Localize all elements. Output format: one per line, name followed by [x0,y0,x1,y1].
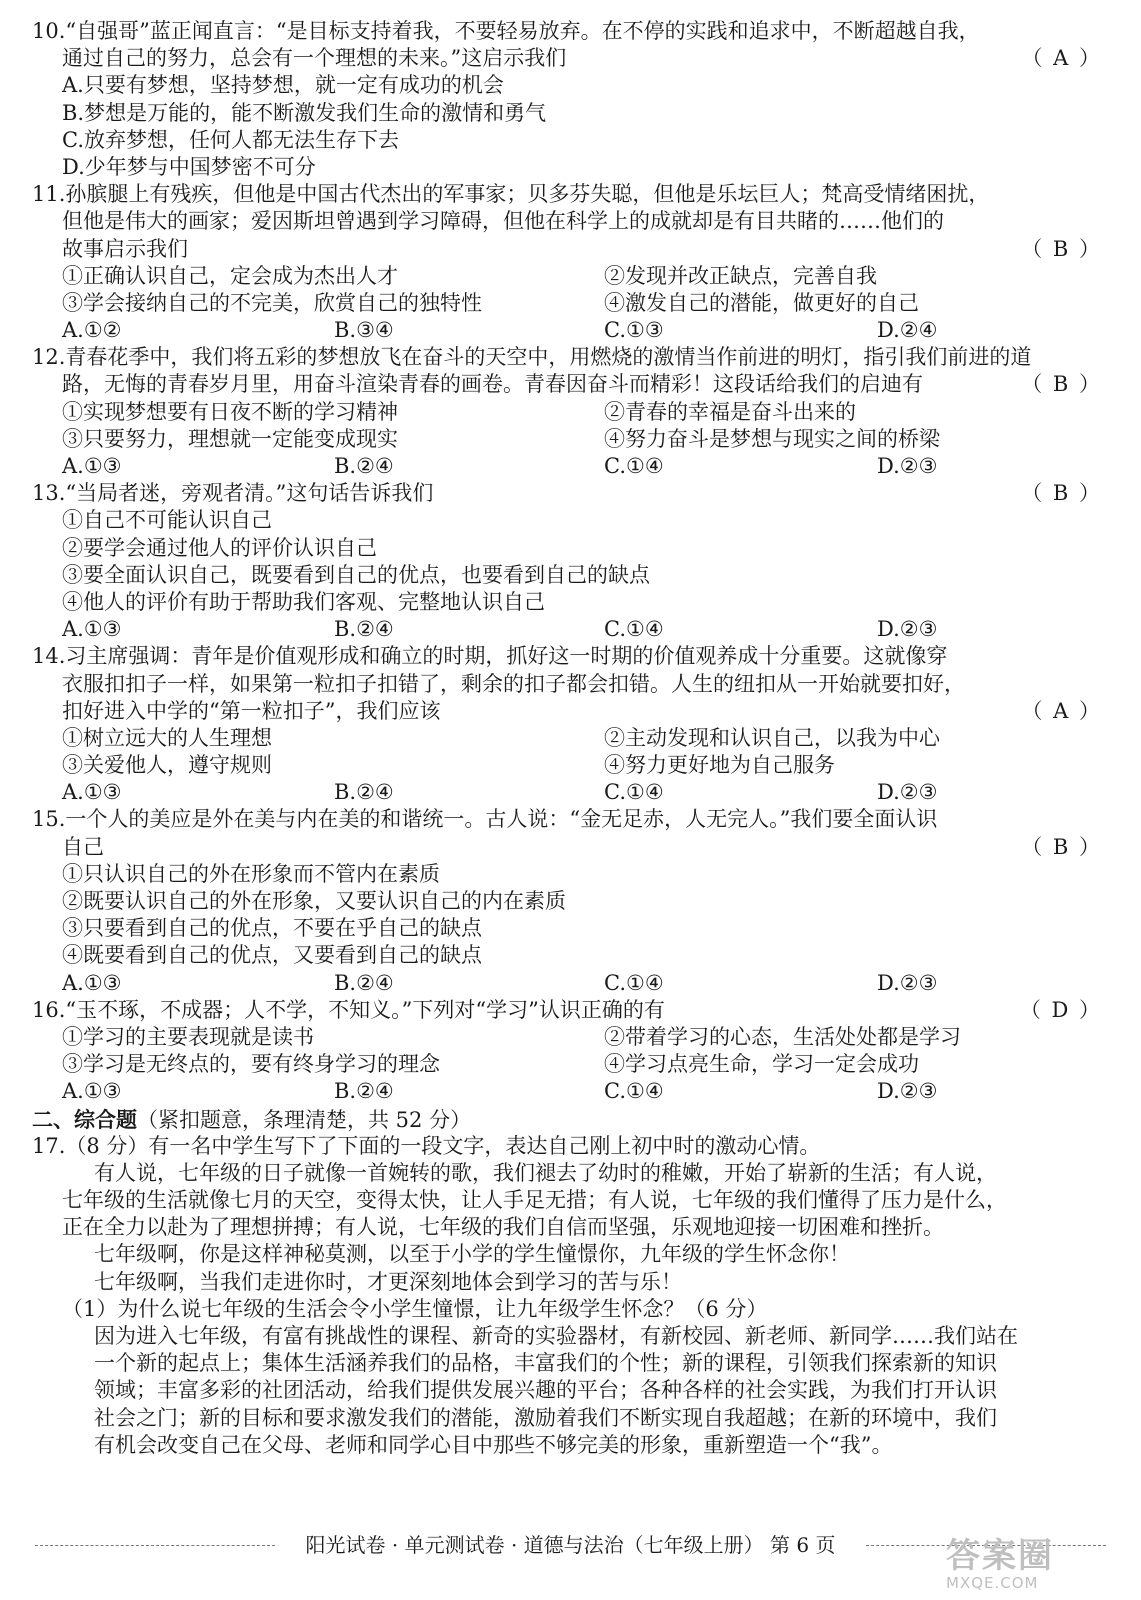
choice: D.②③ [877,970,938,995]
statement: ③要全面认识自己，既要看到自己的优点，也要看到自己的缺点 [62,562,650,587]
section-title: 二、综合题 [32,1106,137,1132]
question-stem-text: 自己 [62,834,104,859]
choice: A.①③ [62,454,122,478]
choice-row [32,453,1110,480]
question-stem [32,480,1110,507]
passage-line: 七年级的生活就像七月的天空，变得太快，让人手足无措；有人说，七年级的我们懂得了压力是什么， [62,1188,1007,1213]
statement: ②青春的幸福是奋斗出来的 [604,399,856,424]
footer-divider [35,1545,275,1546]
statement: ④他人的评价有助于帮助我们客观、完整地认识自己 [62,589,545,614]
question-stem [32,698,1110,725]
statement: ②既要认识自己的外在形象，又要认识自己的内在素质 [62,889,566,913]
statement: ①正确认识自己，定会成为杰出人才 [62,263,398,288]
statement: ②要学会通过他人的评价认识自己 [62,535,377,560]
question-stem: 14.习主席强调：青年是价值观形成和确立的时期，抓好这一时期的价值观养成十分重要。这就像穿 [32,644,948,669]
answer-mark: （ A ） [1021,698,1102,723]
passage-line: 有人说，七年级的日子就像一首婉转的歌，我们褪去了幼时的稚嫩，开始了崭新的生活；有人说， [94,1160,997,1185]
question-stem [32,236,1110,263]
choice: D.②③ [877,1079,938,1104]
choice: B.②④ [334,617,394,642]
option: D.少年梦与中国梦密不可分 [62,154,316,179]
statement: ①自己不可能认识自己 [62,508,272,533]
answer-mark: （ A ） [1021,46,1102,71]
answer-line: 一个新的起点上；集体生活涵养我们的品格，丰富我们的个性；新的课程，引领我们探索新的知识 [94,1351,997,1376]
statement: ④努力更好地为自己服务 [604,753,835,778]
statement-row [32,1051,1110,1078]
question-stem: 但他是伟大的画家；爱因斯坦曾遇到学习障碍，但他在科学上的成就却是有目共睹的……他们的 [62,209,944,234]
choice: A.①③ [62,1079,122,1104]
statement: ②主动发现和认识自己，以我为中心 [604,725,940,750]
choice: D.②④ [877,318,938,343]
statement: ③学会接纳自己的不完美，欣赏自己的独特性 [62,290,482,315]
choice: A.①③ [62,970,122,995]
statement-row [32,290,1110,317]
question-stem: 衣服扣扣子一样，如果第一粒扣子扣错了，剩余的扣子都会扣错。人生的纽扣从一开始就要扣好， [62,671,965,696]
choice-row [32,779,1110,806]
choice: C.①④ [604,454,664,478]
statement: ④既要看到自己的优点，又要看到自己的缺点 [62,943,482,968]
statement: ③只要看到自己的优点，不要在乎自己的缺点 [62,916,482,941]
answer-line: 有机会改变自己在父母、老师和同学心目中那些不够完美的形象，重新塑造一个“我”。 [94,1432,893,1457]
statement: ①只认识自己的外在形象而不管内在素质 [62,861,440,886]
question-12 [32,344,1110,480]
choice: B.②④ [334,780,394,805]
answer-line: 因为进入七年级，有富有挑战性的课程、新奇的实验器材，有新校园、新老师、新同学……我们站在 [94,1324,1018,1348]
question-15 [32,806,1110,996]
question-stem: 10.“自强哥”蓝正闻直言：“是目标支持着我，不要轻易放弃。在不停的实践和追求中，不断超越自我， [32,19,980,43]
question-stem [32,45,1110,72]
question-stem: 11.孙膑腿上有残疾，但他是中国古代杰出的军事家；贝多芬失聪，但他是乐坛巨人；梵高受情绪困扰， [32,182,990,207]
choice-row [32,1078,1110,1105]
question-13 [32,480,1110,643]
statement: ②带着学习的心态，生活处处都是学习 [604,1024,961,1049]
question-stem-text: 故事启示我们 [62,236,188,261]
choice: A.①③ [62,780,122,805]
statement: ③学习是无终点的，要有终身学习的理念 [62,1052,440,1077]
choice-row [32,616,1110,643]
site-watermark [946,1538,1121,1598]
section-heading [32,1106,1110,1133]
statement-row [32,399,1110,426]
statement-row [32,752,1110,779]
answer-mark: （ D ） [1019,997,1102,1022]
answer-mark: （ B ） [1021,834,1102,859]
choice: B.③④ [334,318,394,343]
question-11 [32,181,1110,344]
question-stem [32,834,1110,861]
choice: D.②③ [877,617,938,642]
footer-text: 阳光试卷 · 单元测试卷 · 道德与法治（七年级上册） 第 6 页 [305,1533,836,1557]
option: B.梦想是万能的，能不断激发我们生命的激情和勇气 [62,100,547,125]
question-16 [32,997,1110,1106]
watermark-logo: 答案圈 [946,1536,1054,1576]
choice-row [32,317,1110,344]
question-stem: 17.（8 分）有一名中学生写下了下面的一段文字，表达自己刚上初中时的激动心情。 [32,1133,821,1158]
passage-line: 七年级啊，你是这样神秘莫测，以至于小学的学生憧憬你，九年级的学生怀念你！ [94,1242,850,1267]
choice: C.①④ [604,970,664,995]
statement: ③只要努力，理想就一定能变成现实 [62,426,398,451]
choice: C.①③ [604,318,664,343]
statement: ④学习点亮生命，学习一定会成功 [604,1052,919,1077]
answer-line: 领域；丰富多彩的社团活动，给我们提供发展兴趣的平台；各种各样的社会实践，为我们打开认识 [94,1378,997,1403]
statement-row [32,263,1110,290]
question-14 [32,643,1110,806]
choice: C.①④ [604,1079,664,1104]
answer-mark: （ B ） [1021,372,1102,397]
answer-line: 社会之门；新的目标和要求激发我们的潜能，激励着我们不断实现自我超越；在新的环境中，我们 [94,1405,997,1430]
option: A.只要有梦想，坚持梦想，就一定有成功的机会 [62,73,504,98]
question-stem-text: 通过自己的努力，总会有一个理想的未来。”这启示我们 [62,46,567,71]
statement-row [32,725,1110,752]
watermark-url: MXQE.COM [946,1574,1039,1592]
statement: ②发现并改正缺点，完善自我 [604,263,877,288]
question-17 [32,1133,1110,1459]
statement-row [32,1024,1110,1051]
question-stem-text: 16.“玉不琢，不成器；人不学，不知义。”下列对“学习”认识正确的有 [32,997,665,1022]
question-stem: 12.青春花季中，我们将五彩的梦想放飞在奋斗的天空中，用燃烧的激情当作前进的明灯，指引我们前进的道 [32,345,1032,370]
statement-row [32,426,1110,453]
choice: B.②④ [334,1079,394,1104]
choice: D.②③ [877,454,938,478]
statement: ④努力奋斗是梦想与现实之间的桥梁 [604,426,940,451]
passage-line: 正在全力以赴为了理想拼搏；有人说，七年级的我们自信而坚强，乐观地迎接一切困难和挫折。 [62,1215,944,1240]
sub-question: （1）为什么说七年级的生活会令小学生憧憬，让九年级学生怀念？（6 分） [62,1296,768,1321]
answer-mark: （ B ） [1021,481,1102,506]
choice: C.①④ [604,617,664,642]
exam-page [32,18,1110,1459]
statement: ①实现梦想要有日夜不断的学习精神 [62,399,398,424]
question-stem: 15.一个人的美应是外在美与内在美的和谐统一。古人说：“金无足赤，人无完人。”我们要全面认识 [32,807,938,832]
choice: B.②④ [334,970,394,995]
choice: A.①② [62,318,122,343]
answer-mark: （ B ） [1021,236,1102,261]
choice: A.①③ [62,617,122,642]
choice: C.①④ [604,780,664,805]
question-stem [32,371,1110,398]
statement: ④激发自己的潜能，做更好的自己 [604,290,919,315]
choice: D.②③ [877,780,938,805]
choice-row [32,970,1110,997]
question-10 [32,18,1110,181]
passage-line: 七年级啊，当我们走进你时，才更深刻地体会到学习的苦与乐！ [94,1269,682,1294]
option: C.放弃梦想，任何人都无法生存下去 [62,127,399,152]
question-stem [32,997,1110,1024]
statement: ①树立远大的人生理想 [62,725,272,750]
section-subtitle: （紧扣题意，条理清楚，共 52 分） [137,1107,472,1132]
question-stem-text: 路，无悔的青春岁月里，用奋斗渲染青春的画卷。青春因奋斗而精彩！这段话给我们的启迪有 [62,372,923,397]
question-stem-text: 13.“当局者迷，旁观者清。”这句话告诉我们 [32,481,434,506]
statement: ③关爱他人，遵守规则 [62,753,272,778]
choice: B.②④ [334,454,394,478]
statement: ①学习的主要表现就是读书 [62,1024,314,1049]
question-stem-text: 扣好进入中学的“第一粒扣子”，我们应该 [62,698,441,723]
